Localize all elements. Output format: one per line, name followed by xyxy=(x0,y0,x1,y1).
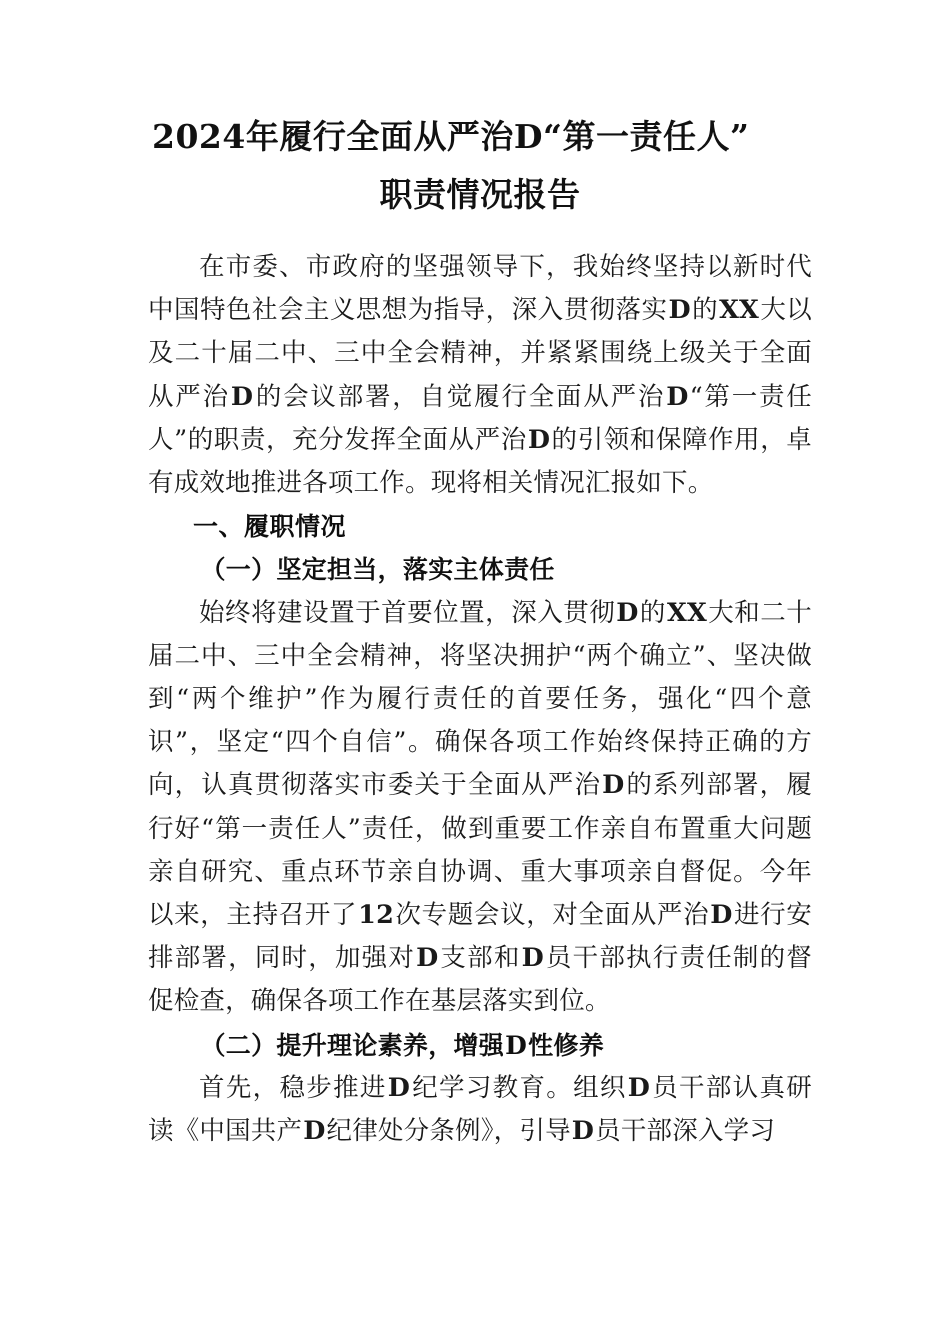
page-title-line-1: 2024年履行全面从严治D“第一责任人” xyxy=(152,117,750,156)
page-title-line-2: 职责情况报告 xyxy=(379,175,581,214)
opening-paragraph: 在市委、市政府的坚强领导下，我始终坚持以新时代中国特色社会主义思想为指导，深入贯彻落实D的XX大以及二十届二中、三中全会精神，并紧紧围绕上级关于全面从严治D的会议部署，自觉履行全面从严治D“第一责任人”的职责，充分发挥全面从严治D的引领和保障作用，卓有成效地推进各项工作。现将相关情况汇报如下。 xyxy=(148,252,812,499)
paragraph-1-2: 首先，稳步推进D纪学习教育。组织D员干部认真研读《中国共产D纪律处分条例》，引导D员干部深入学习 xyxy=(148,1072,813,1147)
page-title xyxy=(148,0,812,224)
subsection-heading-1-2: （二）提升理论素养，增强D性修养 xyxy=(200,1030,604,1060)
paragraph-1-1: 始终将建设置于首要位置，深入贯彻D的XX大和二十届二中、三中全会精神，将坚决拥护“两个确立”、坚决做到“两个维护”作为履行责任的首要任务，强化“四个意识”，坚定“四个自信”。确保各项工作始终保持正确的方向，认真贯彻落实市委关于全面从严治D的系列部署，履行好“第一责任人”责任，做到重要工作亲自布置重大问题亲自研究、重点环节亲自协调、重大事项亲自督促。今年以来，主持召开了12次专题会议，对全面从严治D进行安排部署，同时，加强对D支部和D员干部执行责任制的督促检查，确保各项工作在基层落实到位。 xyxy=(148,597,813,1017)
subsection-heading-1-1: （一）坚定担当，落实主体责任 xyxy=(200,555,555,585)
section-heading-1: 一、履职情况 xyxy=(193,512,347,542)
document-body xyxy=(148,0,812,1153)
